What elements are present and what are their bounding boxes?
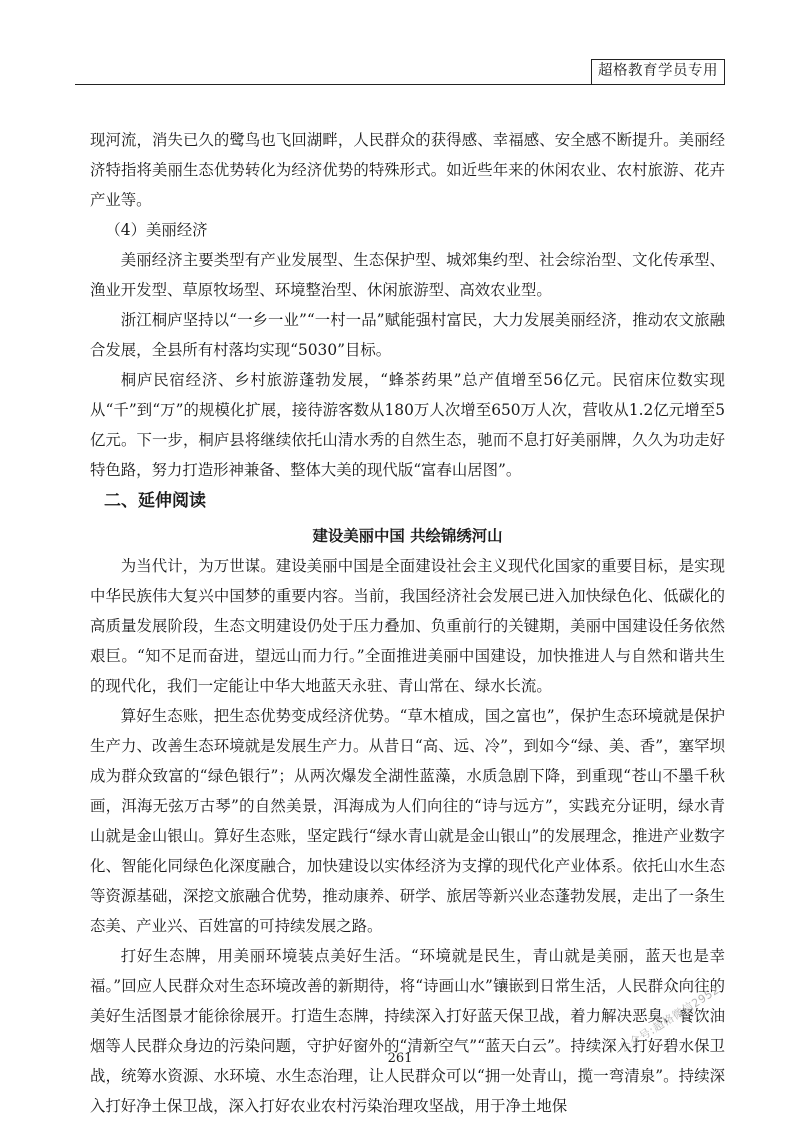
header-badge: 超格教育学员专用 [591,59,725,85]
article-paragraph-3: 打好生态牌，用美丽环境装点美好生活。“环境就是民生，青山就是美丽，蓝天也是幸福。”回应人民群众对生态环境改善的新期待，将“诗画山水”镶嵌到日常生活，人民群众向往的美好生活图景才能徐徐展开。打造生态牌，持续深入打好蓝天保卫战，着力解决恶臭、餐饮油烟等人民群众身边的污染问题，守护好窗外的“清新空气”“蓝天白云”。持续深入打好碧水保卫战，统筹水资源、水环境、水生态治理，让人民群众可以“拥一处青山，揽一弯清泉”。持续深入打好净土保卫战，深入打好农业农村污染治理攻坚战，用于净土地保 [90,947,725,1115]
header-rule [75,84,725,85]
article-paragraph-2: 算好生态账，把生态优势变成经济优势。“草木植成，国之富也”，保护生态环境就是保护生产力、改善生态环境就是发展生产力。从昔日“高、远、冷”，到如今“绿、美、香”，塞罕坝成为群众致富的“绿色银行”；从两次爆发全湖性蓝藻，水质急剧下降，到重现“苍山不墨千秋画，洱海无弦万古琴”的自然美景，洱海成为人们向往的“诗与远方”，实践充分证明，绿水青山就是金山银山。算好生态账，坚定践行“绿水青山就是金山银山”的发展理念，推进产业数字化、智能化同绿色化深度融合，加快建设以实体经济为支撑的现代化产业体系。依托山水生态等资源基础，深挖文旅融合优势，推动康养、研学、旅居等新兴业态蓬勃发展，走出了一条生态美、产业兴、百姓富的可持续发展之路。 [90,707,725,935]
section-heading: 二、延伸阅读 [104,491,206,511]
article-title: 建设美丽中国 共绘锦绣河山 [312,527,503,545]
body-paragraph-1: 现河流，消失已久的鹭鸟也飞回湖畔，人民群众的获得感、幸福感、安全感不断提升。美丽经济特指将美丽生态优势转化为经济优势的特殊形式。如近些年来的休闲农业、农村旅游、花卉产业等。 [90,131,725,209]
article-paragraph-1: 为当代计，为万世谋。建设美丽中国是全面建设社会主义现代化国家的重要目标，是实现中华民族伟大复兴中国梦的重要内容。当前，我国经济社会发展已进入加快绿色化、低碳化的高质量发展阶段，生态文明建设仍处于压力叠加、负重前行的关键期，美丽中国建设任务依然艰巨。“知不足而奋进，望远山而力行。”全面推进美丽中国建设，加快推进人与自然和谐共生的现代化，我们一定能让中华大地蓝天永驻、青山常在、绿水长流。 [90,557,725,695]
page-content [90,125,725,1121]
watermark: 公众号:超格微信2952 [617,983,722,1056]
body-paragraph-2: 美丽经济主要类型有产业发展型、生态保护型、城郊集约型、社会综治型、文化传承型、渔业开发型、草原牧场型、环境整治型、休闲旅游型、高效农业型。 [90,251,725,299]
body-paragraph-4: 桐庐民宿经济、乡村旅游蓬勃发展，“蜂茶药果”总产值增至56亿元。民宿床位数实现从“千”到“万”的规模化扩展，接待游客数从180万人次增至650万人次，营收从1.2亿元增至5亿元。下一步，桐庐县将继续依托山清水秀的自然生态，驰而不息打好美丽牌，久久为功走好特色路，努力打造形神兼备、整体大美的现代版“富春山居图”。 [90,371,725,479]
body-paragraph-3: 浙江桐庐坚持以“一乡一业”“一村一品”赋能强村富民，大力发展美丽经济，推动农文旅融合发展，全县所有村落均实现“5030”目标。 [90,311,725,359]
subheading-beautiful-economy: （4）美丽经济 [105,221,208,239]
page-number: 261 [387,1051,413,1066]
